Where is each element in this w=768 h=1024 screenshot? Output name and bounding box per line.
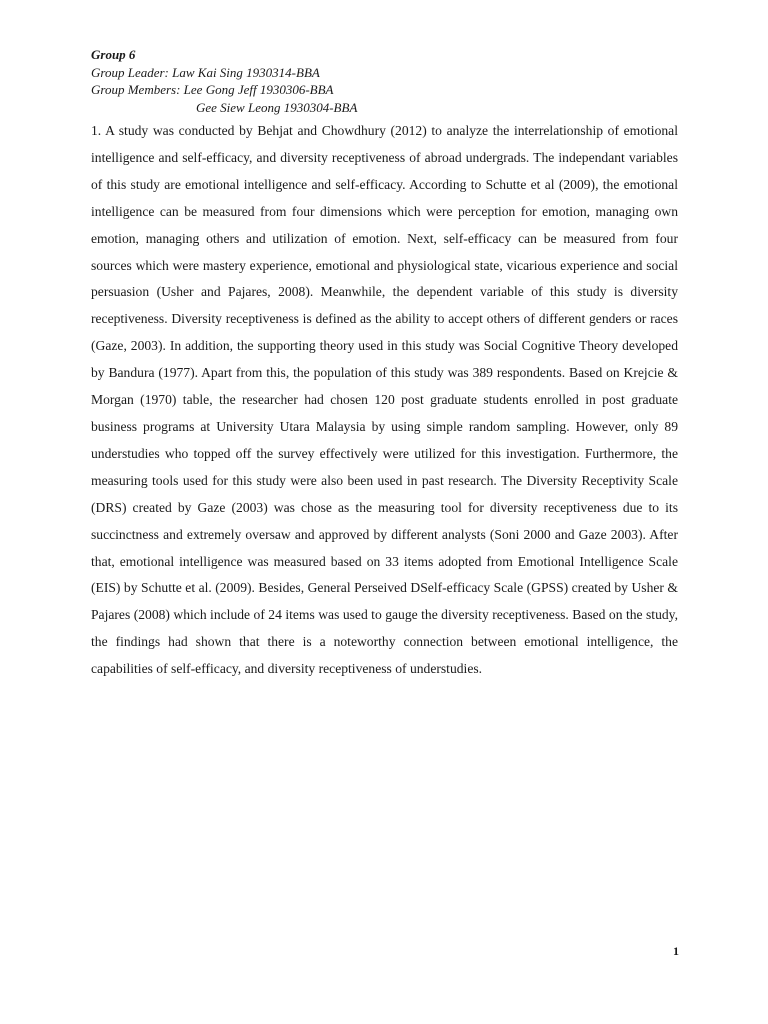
group-members: Group Members: Lee Gong Jeff 1930306-BBA <box>91 82 334 97</box>
header-block <box>91 46 691 116</box>
group-leader: Group Leader: Law Kai Sing 1930314-BBA <box>91 64 320 80</box>
group-member-2: Gee Siew Leong 1930304-BBA <box>196 99 358 115</box>
group-title: Group 6 <box>91 47 136 62</box>
body-paragraph: 1. A study was conducted by Behjat and Chowdhury (2012) to analyze the interrelationship of emotional intelligence and self-efficacy, and diversity receptiveness of abroad undergrads. The independant variables of this study are emotional intelligence and self-efficacy. According to Schutte et al (2009), the emotional intelligence can be measured from four dimensions which were perception for emotion, managing own emotion, managing others and utilization of emotion. Next, self-efficacy can be measured from four sources which were mastery experience, emotional and physiological state, vicarious experience and social persuasion (Usher and Pajares, 2008). Meanwhile, the dependent variable of this study is diversity receptiveness. Diversity receptiveness is defined as the ability to accept others of different genders or races (Gaze, 2003). In addition, the supporting theory used in this study was Social Cognitive Theory developed by Bandura (1977). Apart from this, the population of this study was 389 respondents. Based on Krejcie & Morgan (1970) table, the researcher had chosen 120 post graduate students enrolled in post graduate business programs at University Utara Malaysia by using simple random sampling. However, only 89 understudies who topped off the survey effectively were utilized for this investigation. Furthermore, the measuring tools used for this study were also been used in past research. The Diversity Receptivity Scale (DRS) created by Gaze (2003) was chose as the measuring tool for diversity receptiveness due to its succinctness and extremely oversaw and approved by different analysts (Soni 2000 and Gaze 2003). After that, emotional intelligence was measured based on 33 items adopted from Emotional Intelligence Scale (EIS) by Schutte et al. (2009). Besides, General Perseived DSelf-efficacy Scale (GPSS) created by Usher & Pajares (2008) which include of 24 items was used to gauge the diversity receptiveness. Based on the study, the findings had shown that there is a noteworthy connection between emotional intelligence, the capabilities of self-efficacy, and diversity receptiveness of understudies. <box>91 123 678 677</box>
page-number: 1 <box>673 944 679 958</box>
